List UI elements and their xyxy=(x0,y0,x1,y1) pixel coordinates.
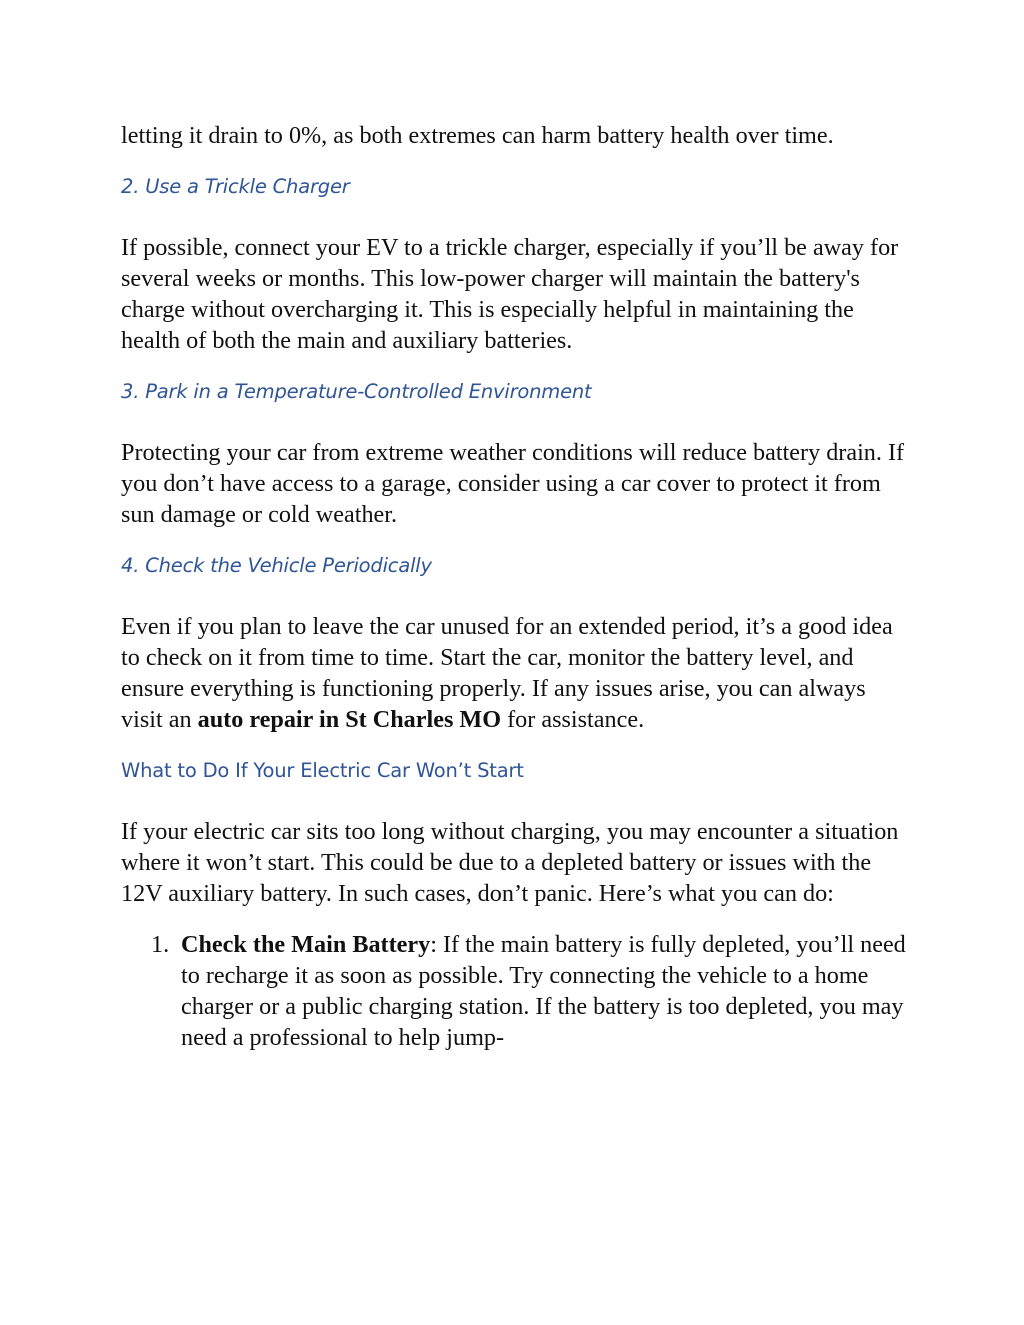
numbered-list xyxy=(121,929,911,1053)
document-page xyxy=(121,120,911,1053)
list-item-text: : If the main battery is fully depleted, you’ll need to recharge it as soon as possible. Try connecting the vehicle to a home charger or a public charging station. If the battery is too depleted, you may need a professional to help jump- xyxy=(181,931,906,1051)
intro-paragraph: letting it drain to 0%, as both extremes can harm battery health over time. xyxy=(121,122,834,149)
list-item-title: Check the Main Battery xyxy=(181,931,431,958)
heading-trickle-charger: 2. Use a Trickle Charger xyxy=(121,175,350,198)
list-item xyxy=(121,929,911,1053)
paragraph-check-vehicle xyxy=(121,611,911,735)
paragraph-car-wont-start: If your electric car sits too long without charging, you may encounter a situation where it won’t start. This could be due to a depleted battery or issues with the 12V auxiliary battery. In such cases, don’t panic. Here’s what you can do: xyxy=(121,818,899,907)
list-item-number: 1. xyxy=(151,931,170,958)
heading-check-vehicle: 4. Check the Vehicle Periodically xyxy=(121,554,432,577)
paragraph-trickle-charger: If possible, connect your EV to a trickle charger, especially if you’ll be away for several weeks or months. This low-power charger will maintain the battery's charge without overcharging it. This is especially helpful in maintaining the health of both the main and auxiliary batteries. xyxy=(121,234,899,354)
heading-temperature-controlled: 3. Park in a Temperature-Controlled Environment xyxy=(121,380,592,403)
paragraph-temperature-controlled: Protecting your car from extreme weather conditions will reduce battery drain. If you don’t have access to a garage, consider using a car cover to protect it from sun damage or cold weather. xyxy=(121,439,905,528)
paragraph-check-vehicle-tail: for assistance. xyxy=(501,706,645,733)
auto-repair-link-text: auto repair in St Charles MO xyxy=(197,706,502,733)
heading-car-wont-start: What to Do If Your Electric Car Won’t Start xyxy=(121,759,524,782)
paragraph-check-vehicle-text: Even if you plan to leave the car unused for an extended period, it’s a good idea to check on it from time to time. Start the car, monitor the battery level, and ensure everything is functioning properly. If any issues arise, you can always visit an xyxy=(121,613,893,733)
